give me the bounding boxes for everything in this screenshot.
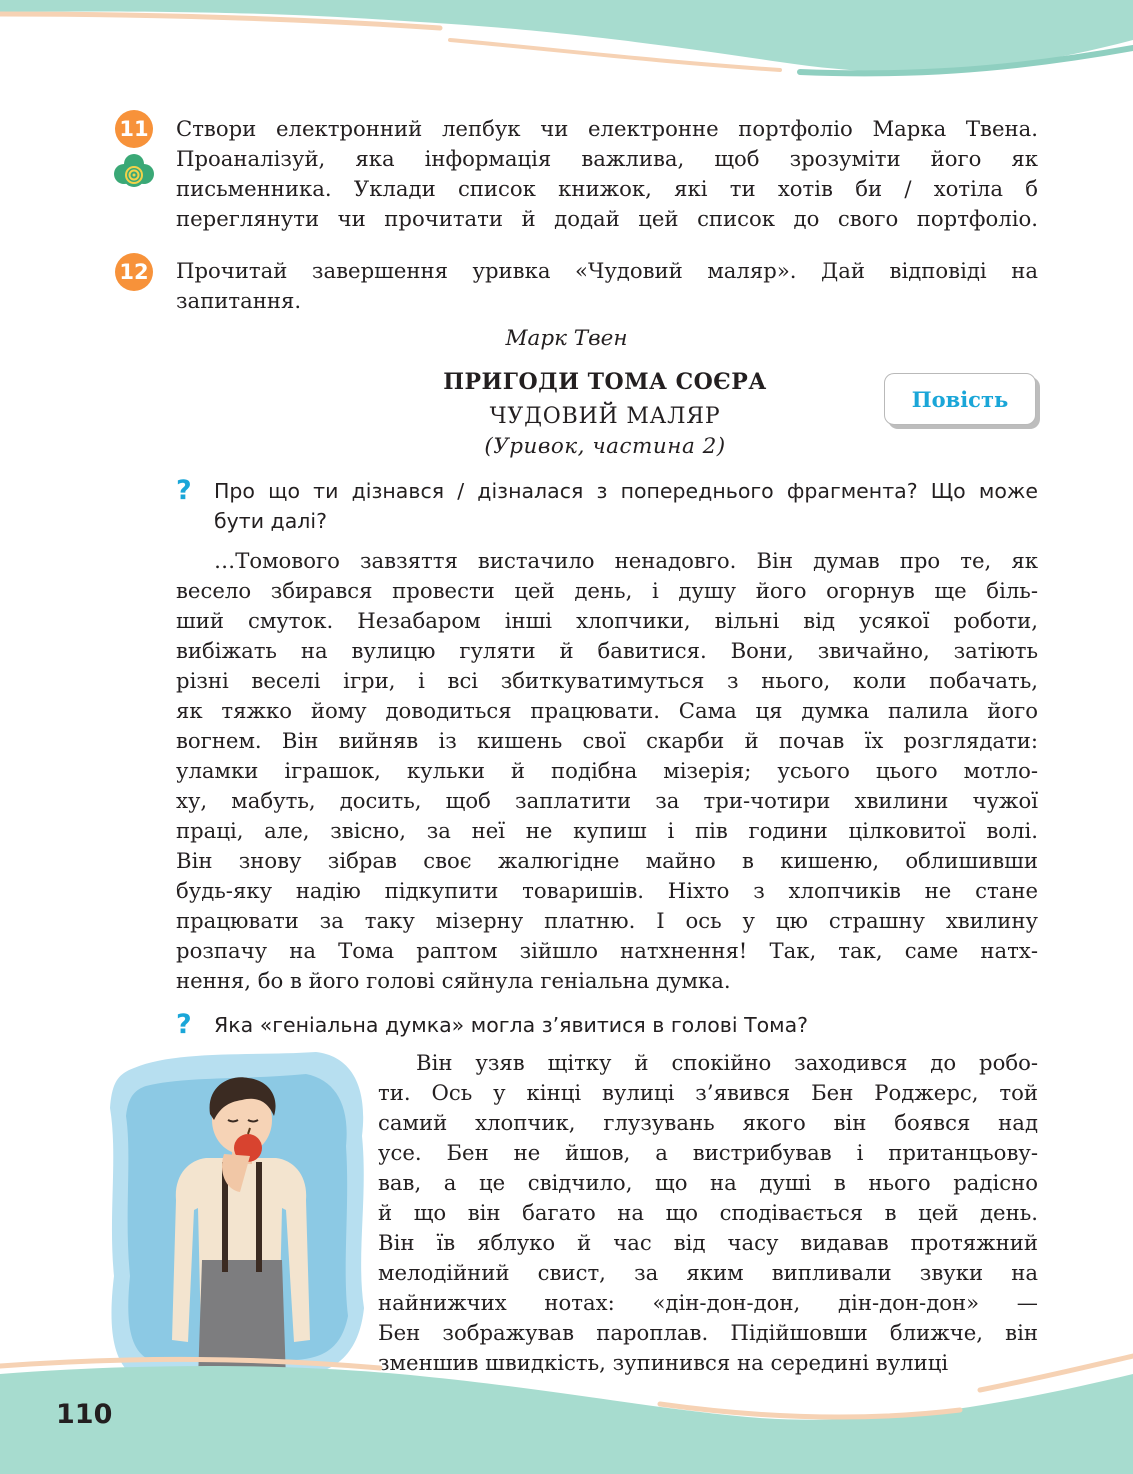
passage-1: [176, 546, 1038, 996]
digital-tree-icon: [112, 150, 156, 192]
task12-text: [176, 256, 1038, 316]
passage1-line: вогнем. Він вийняв із кишень свої скарби й почав їх розглядати:: [176, 728, 1038, 753]
task11-text: [176, 114, 1038, 234]
ben-rogers-illustration: [106, 1046, 370, 1380]
passage1-line: весело збирався провести цей день, і душу його огорнув ще біль-: [176, 578, 1038, 603]
question-1-line: бути далі?: [214, 509, 327, 533]
passage2-line: усе. Бен не йшов, а вистрибував і пританцьову-: [378, 1140, 1038, 1165]
excerpt-note: (Уривок, частина 2): [484, 434, 726, 459]
genre-badge: [884, 373, 1036, 425]
question-mark-icon: ?: [176, 1009, 192, 1040]
task-number-12: 12: [115, 253, 153, 291]
passage-2: [378, 1048, 1038, 1378]
passage2-line: мелодійний свист, за яким випливали звуки на: [378, 1260, 1038, 1285]
task12-line: запитання.: [176, 288, 302, 313]
task11-line: письменника. Уклади список книжок, які ти хотів би / хотіла б: [176, 176, 1038, 201]
passage1-line: уламки іграшок, кульки й подібна мізерія; усього цього мотло-: [176, 758, 1038, 783]
question-1-line: Про що ти дізнався / дізналася з попереднього фрагмента? Що може: [214, 479, 1038, 503]
passage1-line: вибіжать на вулицю гуляти й бавитися. Вони, звичайно, затіють: [176, 638, 1038, 663]
top-wave-decoration: [0, 0, 1133, 90]
passage1-line: будь-яку надію підкупити товаришів. Ніхто з хлопчиків не стане: [176, 878, 1038, 903]
passage1-line: нення, бо в його голові сяйнула геніальна думка.: [176, 968, 731, 993]
passage1-line: ший смуток. Незабаром інші хлопчики, вільні від усякої роботи,: [176, 608, 1038, 633]
passage1-line: як тяжко йому доводиться працювати. Сама ця думка палила його: [176, 698, 1038, 723]
passage1-line: праці, але, звісно, за неї не купиш і пів години цілковитої волі.: [176, 818, 1038, 843]
passage1-line: різні веселі ігри, і всі збиткуватимуться з нього, коли побачать,: [176, 668, 1038, 693]
book-title: ПРИГОДИ ТОМА СОЄРА: [443, 369, 767, 395]
passage2-line: Бен зображував пароплав. Підійшовши ближче, він: [378, 1320, 1038, 1345]
passage1-line: ху, мабуть, досить, щоб заплатити за три-чотири хвилини чужої: [176, 788, 1038, 813]
task11-line: переглянути чи прочитати й додай цей список до свого портфоліо.: [176, 206, 1038, 231]
question-mark-icon: ?: [176, 475, 192, 506]
bottom-wave-decoration: [0, 1344, 1133, 1474]
question-2: Яка «геніальна думка» могла з’явитися в голові Тома?: [214, 1013, 809, 1037]
page-number: 110: [56, 1399, 113, 1430]
task-number-11: 11: [115, 110, 153, 148]
passage2-line: й що він багато на що сподівається в цей день.: [378, 1200, 1038, 1225]
genre-label: Повість: [911, 386, 1009, 412]
passage1-line: працювати за таку мізерну платню. І ось у цю страшну хвилину: [176, 908, 1038, 933]
passage1-line: розпачу на Тома раптом зійшло натхнення! Так, так, саме натх-: [176, 938, 1038, 963]
chapter-title: ЧУДОВИЙ МАЛЯР: [489, 404, 721, 429]
passage1-line: Він знову зібрав своє жалюгідне майно в кишеню, облишивши: [176, 848, 1038, 873]
author-name: Марк Твен: [505, 326, 628, 351]
passage2-line: вав, а це свідчило, що на душі в нього радісно: [378, 1170, 1038, 1195]
passage2-line: самий хлопчик, глузувань якого він боявся над: [378, 1110, 1038, 1135]
passage2-line: ти. Ось у кінці вулиці з’явився Бен Роджерс, той: [378, 1080, 1038, 1105]
passage2-line: найнижчих нотах: «дін-дон-дон, дін-дон-дон» —: [378, 1290, 1038, 1315]
task11-line: Проаналізуй, яка інформація важлива, щоб зрозуміти його як: [176, 146, 1038, 171]
passage2-line: Він узяв щітку й спокійно заходився до робо-: [416, 1050, 1038, 1075]
passage1-line: …Томового завзяття вистачило ненадовго. Він думав про те, як: [214, 548, 1038, 573]
task11-line: Створи електронний лепбук чи електронне портфоліо Марка Твена.: [176, 116, 1038, 141]
passage2-line: зменшив швидкість, зупинився на середині вулиці: [378, 1350, 949, 1375]
passage2-line: Він їв яблуко й час від часу видавав протяжний: [378, 1230, 1038, 1255]
task12-line: Прочитай завершення уривка «Чудовий маляр». Дай відповіді на: [176, 258, 1038, 283]
question-1: [214, 476, 1038, 536]
